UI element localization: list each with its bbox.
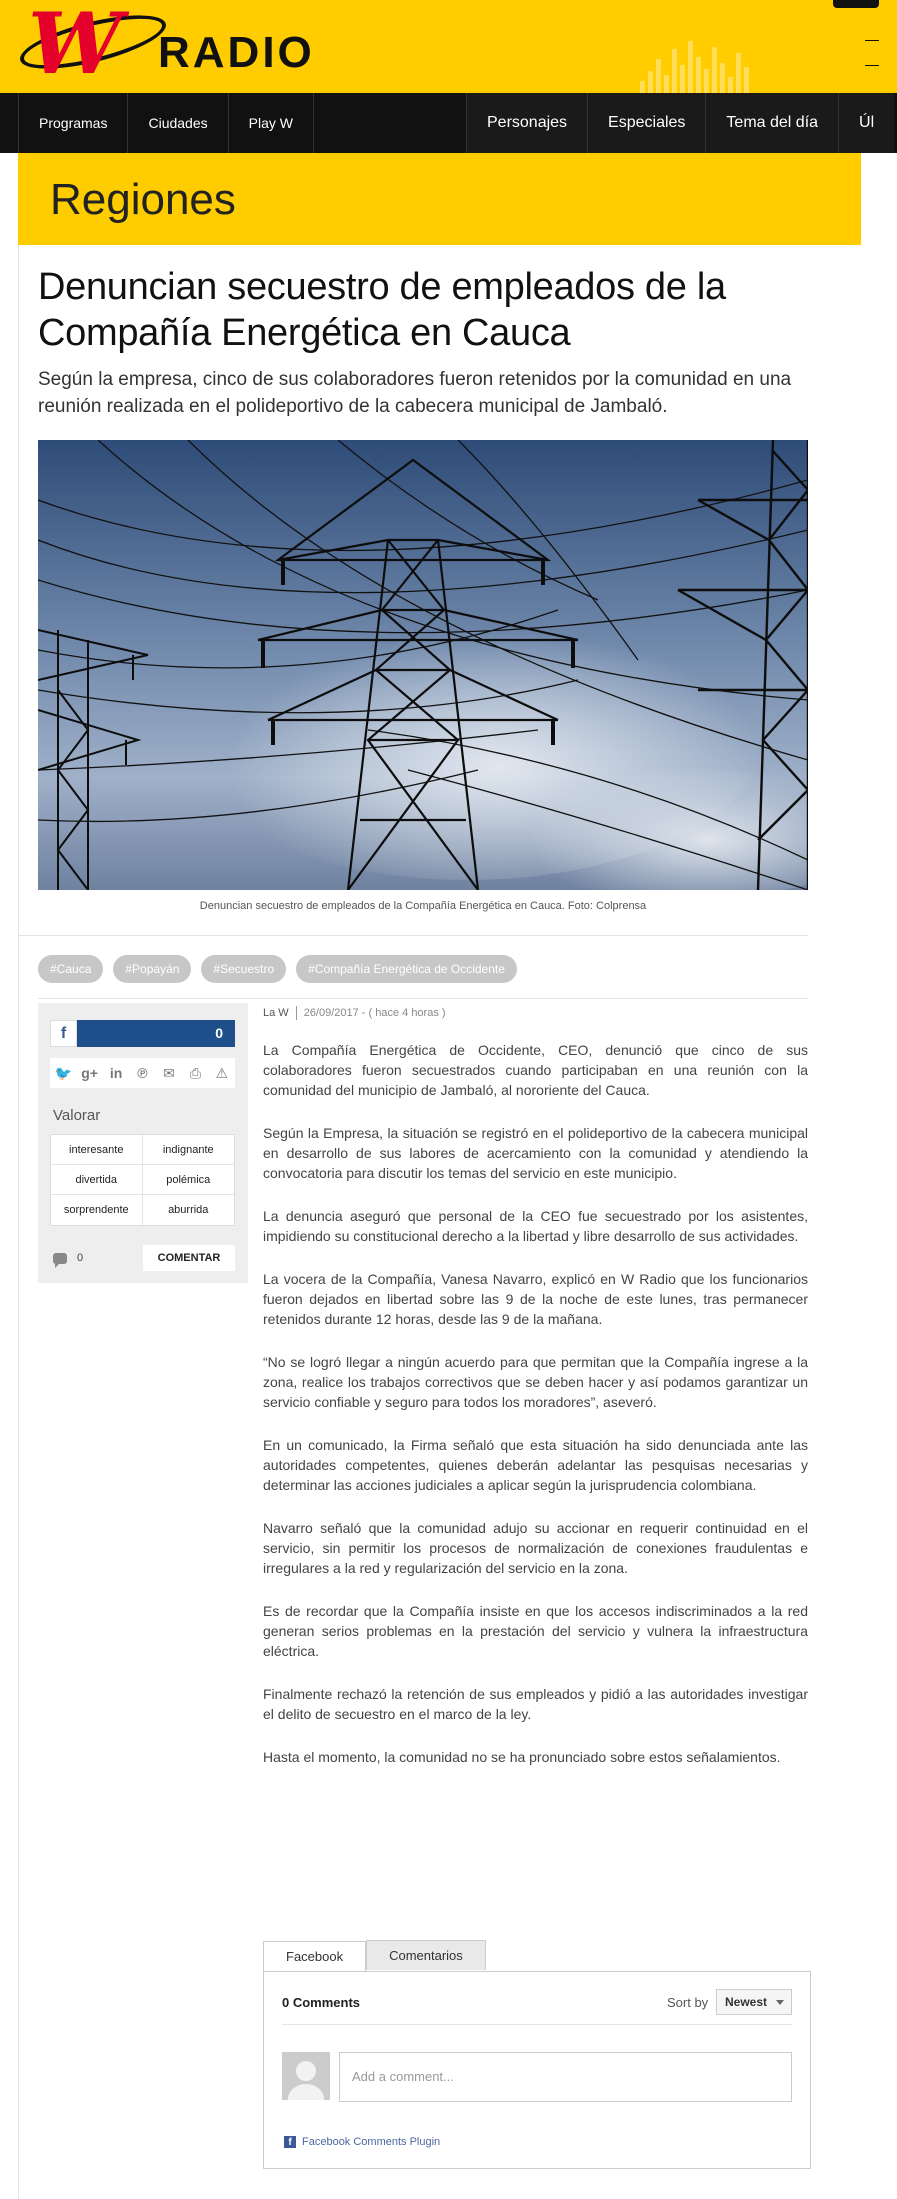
nav-especiales[interactable]: Especiales (587, 93, 705, 153)
facebook-icon[interactable]: f (50, 1020, 77, 1047)
tag-compania-energetica[interactable]: #Compañía Energética de Occidente (296, 955, 517, 983)
hamburger-icon[interactable] (865, 40, 879, 66)
facebook-share-count: 0 (77, 1020, 235, 1047)
article-paragraph: Hasta el momento, la comunidad no se ha pronunciado sobre estos señalamientos. (263, 1749, 781, 1765)
nav-programas[interactable]: Programas (18, 93, 128, 153)
tag-list (38, 955, 517, 983)
facebook-share[interactable] (50, 1020, 235, 1047)
divider (38, 998, 808, 999)
section-banner (18, 153, 861, 245)
print-icon[interactable]: ⎙ (189, 1064, 201, 1081)
facebook-plugin-link[interactable] (284, 2136, 440, 2148)
nav-ultimas[interactable]: Úl (838, 93, 894, 153)
article-paragraph: En un comunicado, la Firma señaló que esta situación ha sido denunciada ante las autoridades competentes, quienes deberán adelantar las pesquisas necesarias y determinar las acciones judiciales a aplicar según la jurisprudencia colombiana. (263, 1437, 808, 1493)
top-menu-tab[interactable] (833, 0, 879, 8)
comentar-button[interactable]: COMENTAR (143, 1245, 235, 1271)
content-divider (18, 245, 19, 2199)
article-paragraph: La denuncia aseguró que personal de la CEO fue secuestrado por los asistentes, impidiendo su constitucional derecho a la libertad y libre desarrollo de sus actividades. (263, 1208, 808, 1244)
valorar-label: Valorar (53, 1107, 101, 1124)
comment-input[interactable]: Add a comment... (339, 2052, 792, 2102)
nav-personajes[interactable]: Personajes (466, 93, 587, 153)
w-radio-logo[interactable] (18, 0, 328, 93)
email-icon[interactable]: ✉ (163, 1064, 175, 1081)
tag-popayan[interactable]: #Popayán (113, 955, 191, 983)
article-photo (38, 440, 808, 890)
comment-tabs (263, 1940, 486, 1970)
facebook-comments-box (263, 1971, 811, 2169)
social-panel (38, 1003, 248, 1283)
tab-comentarios[interactable]: Comentarios (366, 1940, 486, 1970)
divider (18, 935, 808, 936)
article-headline: Denuncian secuestro de empleados de la Compañía Energética en Cauca (38, 266, 726, 354)
avatar (282, 2052, 330, 2100)
article-paragraph: Navarro señaló que la comunidad adujo su accionar en requerir continuidad en el servicio, sin permitir los procesos de normalización de conexiones fraudulentas e irregulares a la red y regularización del servicio en la zona. (263, 1520, 808, 1576)
article-paragraph: “No se logró llegar a ningún acuerdo para que permitan que la Compañía ingrese a la zona, realice los trabajos correctivos que se deben hacer y así podamos garantizar un servicio confiable y seguro para todos los moradores”, aseveró. (263, 1354, 808, 1410)
article-meta (263, 1006, 446, 1020)
logo-letter: W (28, 0, 119, 93)
rating-aburrida[interactable]: aburrida (168, 1204, 209, 1216)
pinterest-icon[interactable]: ℗ (137, 1065, 148, 1081)
rating-grid (50, 1134, 235, 1226)
comment-count: 0 (77, 1252, 84, 1264)
linkedin-icon[interactable]: in (109, 1065, 123, 1081)
article-subhead: Según la empresa, cinco de sus colaboradores fueron retenidos por la comunidad en una reunión realizada en el polideportivo de la cabecera municipal de Jambaló. (38, 369, 792, 417)
nav-ciudades[interactable]: Ciudades (128, 93, 228, 153)
sort-value: Newest (725, 1995, 768, 2009)
article-paragraph: Finalmente rechazó la retención de sus empleados y pidió a las autoridades investigar el delito de secuestro en el marco de la ley. (263, 1686, 808, 1722)
divider (282, 2024, 792, 2025)
article-body (263, 1040, 808, 1790)
rating-indignante[interactable]: indignante (143, 1135, 235, 1165)
sort-label: Sort by (667, 1995, 709, 2010)
share-icons (50, 1058, 235, 1088)
main-nav (0, 93, 897, 153)
facebook-icon: f (284, 2136, 296, 2148)
logo-text: RADIO (158, 28, 315, 77)
nav-play-w[interactable]: Play W (229, 93, 314, 153)
comment-row (53, 1245, 235, 1271)
power-lines-image (38, 440, 808, 890)
tag-secuestro[interactable]: #Secuestro (201, 955, 286, 983)
rating-polemica[interactable]: polémica (143, 1165, 235, 1195)
article-paragraph: Es de recordar que la Compañía insiste en que los accesos indiscriminados a la red generan serios problemas en la prestación del servicio y vulnera la infraestructura eléctrica. (263, 1603, 808, 1659)
rating-divertida[interactable]: divertida (51, 1165, 143, 1195)
rating-interesante[interactable]: interesante (51, 1135, 143, 1165)
site-header (0, 0, 897, 93)
comment-bubble-icon (53, 1253, 67, 1264)
chevron-down-icon (776, 2000, 784, 2005)
twitter-icon[interactable]: 🐦 (54, 1064, 72, 1081)
rating-sorprendente[interactable]: sorprendente (51, 1195, 143, 1225)
photo-caption: Denuncian secuestro de empleados de la Compañía Energética en Cauca. Foto: Colprensa (199, 900, 647, 912)
sort-select[interactable] (716, 1989, 792, 2015)
warning-icon[interactable]: ⚠ (215, 1064, 229, 1081)
article-paragraph: La Compañía Energética de Occidente, CEO, denunció que cinco de sus colaboradores fueron secuestrados cuando participaban en una reunión con la comunidad del municipio de Jambaló, al nororiente del Cauca. (263, 1042, 808, 1098)
google-plus-icon[interactable]: g+ (81, 1065, 98, 1081)
equalizer-decoration (640, 33, 749, 93)
article-paragraph: Según la Empresa, la situación se registró en el polideportivo de la cabecera municipal en desarrollo de sus labores de acercamiento con la comunidad y atendiendo la convocatoria para discutir los temas del servicio en este municipio. (263, 1125, 808, 1181)
meta-separator (296, 1006, 297, 1020)
section-title[interactable]: Regiones (50, 175, 236, 224)
plugin-label: Facebook Comments Plugin (302, 2136, 441, 2148)
comments-count: 0 Comments (282, 1995, 361, 2010)
article-date: 26/09/2017 - ( hace 4 horas ) (303, 1007, 446, 1019)
tab-facebook[interactable]: Facebook (263, 1941, 366, 1971)
nav-tema-del-dia[interactable]: Tema del día (705, 93, 838, 153)
article-paragraph: La vocera de la Compañía, Vanesa Navarro, explicó en W Radio que los funcionarios fueron dejados en libertad sobre las 9 de la noche de este lunes, tras permanecer retenidos durante 12 horas, desde las 9 de la mañana. (263, 1271, 808, 1327)
tag-cauca[interactable]: #Cauca (38, 955, 103, 983)
article-author[interactable]: La W (263, 1007, 289, 1019)
